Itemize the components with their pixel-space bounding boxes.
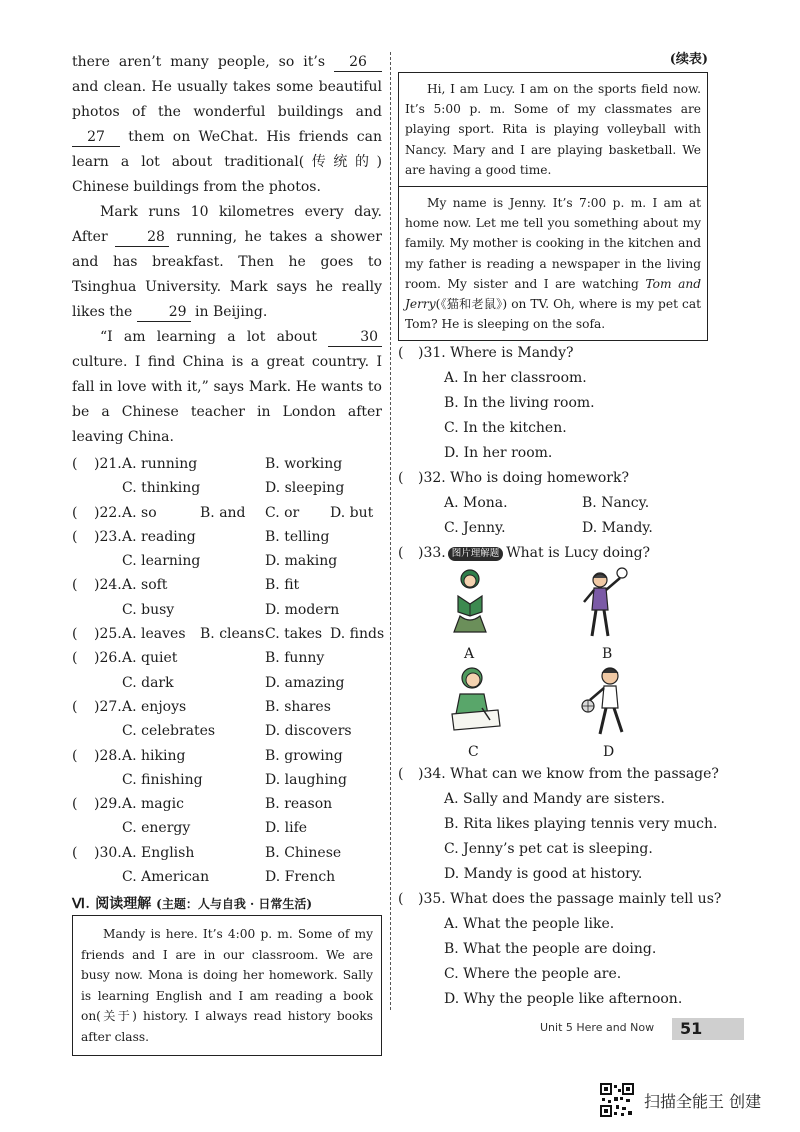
option-d[interactable]: D. Why the people like afternoon. [444,991,683,1008]
text: “I am learning a lot about [100,329,317,345]
option-a[interactable]: A. What the people like. [444,916,615,933]
question-number: )22. [94,504,122,521]
answer-paren[interactable]: ( [398,345,404,362]
option-a[interactable]: A. hiking [122,747,186,764]
option-c[interactable]: C. energy [122,820,191,837]
answer-paren[interactable]: ( [72,528,78,545]
option-b[interactable]: B. cleans [200,626,265,643]
question-number: )23. [94,528,122,545]
option-a[interactable]: A. Sally and Mandy are sisters. [444,791,665,808]
option-b[interactable]: B. working [265,456,343,472]
cloze-question-row [72,598,382,622]
answer-paren[interactable]: ( [72,747,78,764]
picture-c-label: C [468,744,479,761]
answer-paren[interactable]: ( [72,698,78,715]
picture-options [398,566,708,762]
blank-30: 30 [328,328,382,347]
passage-jenny [399,186,707,340]
section-topic: (主题：人与自我 · 日常生活) [156,897,313,912]
question-text: What is Lucy doing? [506,545,651,562]
picture-a-label: A [464,646,475,663]
option-a[interactable]: A. In her classroom. [444,370,587,387]
text: there aren’t many people, so it’s [72,54,326,70]
option-d[interactable]: D. Mandy is good at history. [444,866,643,883]
option-b[interactable]: B. shares [265,698,331,715]
picture-d-basketball-icon[interactable] [578,664,638,740]
cloze-question-row [72,719,382,743]
option-a[interactable]: A. English [122,844,195,861]
cloze-question-row [72,865,382,889]
cloze-question-row [72,816,382,840]
option-d[interactable]: D. In her room. [444,445,553,462]
option-c[interactable]: C. Jenny’s pet cat is sleeping. [444,841,653,858]
cloze-question-row [72,573,382,597]
cloze-options [72,452,385,889]
option-a[interactable]: A. so [122,504,157,521]
option-a[interactable]: A. quiet [122,650,178,667]
answer-paren[interactable]: ( [72,626,78,643]
answer-paren[interactable]: ( [72,650,78,667]
question-number: )21. [94,456,122,472]
option-a[interactable]: A. running [122,456,198,472]
answer-paren[interactable]: ( [72,577,78,594]
option-d[interactable]: D. life [265,820,308,837]
section-title: 阅读理解 [95,896,152,913]
option-c[interactable]: C. celebrates [122,723,216,740]
question-number: )29. [94,796,122,813]
option-b[interactable]: B. and [200,504,246,521]
option-a[interactable]: A. leaves [122,626,186,643]
question-stem: )32. Who is doing homework? [418,470,629,487]
passage-text [405,193,701,334]
passage-mandy [72,915,382,1056]
show-title-cn: (《猫和老鼠》) [435,297,508,312]
option-a[interactable]: A. magic [122,796,184,813]
question-stem: )35. What does the passage mainly tell us? [418,891,722,908]
option-c[interactable]: C. Where the people are. [444,966,622,983]
text: My name is Jenny. It’s 7:00 p. m. I am at home now. Let me tell you something about my family. My mother is cooking in the kitchen and my father is reading a newspaper in the living room. My sister and I are watching [405,196,701,291]
option-c[interactable]: C. busy [122,601,175,618]
answer-paren[interactable]: ( [398,545,404,562]
blank-29: 29 [137,303,191,322]
left-column [72,50,385,1056]
option-c[interactable]: C. or [265,504,300,521]
question-32 [398,466,708,541]
cloze-question-row [72,744,382,768]
option-b[interactable]: B. Nancy. [582,495,650,512]
text: on TV. Oh, where is my pet cat Tom? He is sleeping on the sofa. [405,297,701,332]
blank-27: 27 [72,128,120,147]
option-d[interactable]: D. making [265,553,338,570]
question-number: )24. [94,577,122,594]
question-stem: )31. Where is Mandy? [418,345,574,362]
option-c[interactable]: C. Jenny. [444,520,506,537]
option-d[interactable]: D. laughing [265,771,347,788]
cloze-paragraph-1 [72,50,382,200]
option-d[interactable]: D. French [265,869,336,886]
picture-d-label: D [603,744,615,761]
option-b[interactable]: B. In the living room. [444,395,595,412]
option-b[interactable]: B. reason [265,796,333,813]
picture-a-reading-icon[interactable] [440,566,500,642]
option-b[interactable]: B. What the people are doing. [444,941,657,958]
question-number: )28. [94,747,122,764]
option-c[interactable]: C. thinking [122,480,201,497]
text: in Beijing. [195,304,268,320]
passage-text: Hi, I am Lucy. I am on the sports field now. It’s 5:00 p. m. Some of my classmates are playing sport. Rita is playing volleyball with Nancy. Mary and I are playing basketball. We are having a good time. [405,82,701,177]
option-d[interactable]: D. modern [265,601,340,618]
blank-26: 26 [334,53,382,72]
text: running, he takes a shower and has breakfast. Then he goes to Tsinghua University. Mark says he really likes the [72,229,382,320]
cloze-question-row [72,452,382,476]
question-number: )30. [94,844,122,861]
passage-box [398,72,708,341]
question-35 [398,887,722,1012]
option-b[interactable]: B. telling [265,528,330,545]
text: culture. I find China is a great country. I fall in love with it,” says Mark. He wants to be a Chinese teacher in London after leaving China. [72,354,382,445]
cloze-question-row [72,525,382,549]
blank-28: 28 [115,228,169,247]
answer-paren[interactable]: ( [72,796,78,813]
option-c[interactable]: C. American [122,869,210,886]
option-d[interactable]: D. but [330,504,374,521]
cloze-question-row [72,646,382,670]
option-a[interactable]: A. Mona. [444,495,508,512]
cloze-paragraph-3 [72,325,382,450]
question-34 [398,762,719,887]
section-number: Ⅵ. [72,897,91,913]
question-number: )27. [94,698,122,715]
picture-c-writing-icon[interactable] [444,664,504,740]
cloze-question-row [72,622,385,646]
text: and clean. He usually takes some beautiful photos of the wonderful buildings and [72,79,382,120]
watermark-text: 扫描全能王 创建 [644,1092,762,1111]
cloze-paragraph-2 [72,200,382,325]
cloze-question-row [72,792,382,816]
option-d[interactable]: D. sleeping [265,480,345,497]
option-c[interactable]: C. learning [122,553,201,570]
answer-paren[interactable]: ( [72,504,78,521]
cloze-question-row [72,671,382,695]
answer-paren[interactable]: ( [398,891,404,908]
page-footer [540,1018,745,1040]
cloze-question-row [72,476,382,500]
cloze-question-row [72,841,382,865]
picture-b-label: B [602,646,613,663]
option-a[interactable]: A. reading [122,528,196,545]
question-31 [398,341,708,466]
option-d[interactable]: D. finds [330,626,385,643]
option-d[interactable]: D. Mandy. [582,520,653,537]
question-number: )33. [418,545,446,562]
text: them on WeChat. His friends can learn a lot about traditional(传统的) Chinese buildings from the photos. [72,129,382,195]
option-d[interactable]: D. discovers [265,723,352,740]
question-number: )26. [94,650,122,667]
continued-label: (续表) [669,52,708,67]
column-divider [390,52,391,1010]
question-stem: )34. What can we know from the passage? [418,766,719,783]
picture-question-tag: 图片理解题 [448,547,504,561]
option-d[interactable]: D. amazing [265,674,345,691]
option-b[interactable]: B. fit [265,577,300,594]
passage-lucy [399,73,707,186]
option-c[interactable]: C. In the kitchen. [444,420,567,437]
option-b[interactable]: B. growing [265,747,343,764]
option-a[interactable]: A. enjoys [122,698,187,715]
answer-paren[interactable]: ( [72,456,78,472]
cloze-question-row [72,501,382,525]
answer-paren[interactable]: ( [398,766,404,783]
unit-label: Unit 5 Here and Now [540,1021,655,1034]
right-column [398,50,722,1012]
cloze-question-row [72,695,382,719]
question-number: )25. [94,626,122,643]
option-b[interactable]: B. Chinese [265,844,342,861]
page-number: 51 [672,1018,744,1040]
text: Mark runs 10 kilometres every day. After [72,204,382,245]
show-title: Tom and Jerry [405,276,701,312]
option-a[interactable]: A. soft [122,577,168,594]
picture-b-volleyball-icon[interactable] [576,566,636,642]
qr-code-icon [600,1083,634,1117]
passage-text: Mandy is here. It’s 4:00 p. m. Some of my friends and I are in our classroom. We are busy now. Mona is doing her homework. Sally is learning English and I am reading a book on(关于) history. I always read history books after class. [81,927,373,1044]
option-c[interactable]: C. takes [265,626,323,643]
section-heading [72,893,382,915]
question-stem [418,541,650,566]
answer-paren[interactable]: ( [398,470,404,487]
cloze-question-row [72,549,382,573]
cloze-question-row [72,768,382,792]
answer-paren[interactable]: ( [72,844,78,861]
question-33 [398,541,708,762]
option-b[interactable]: B. Rita likes playing tennis very much. [444,816,718,833]
option-c[interactable]: C. finishing [122,771,203,788]
option-c[interactable]: C. dark [122,674,174,691]
option-b[interactable]: B. funny [265,650,325,667]
